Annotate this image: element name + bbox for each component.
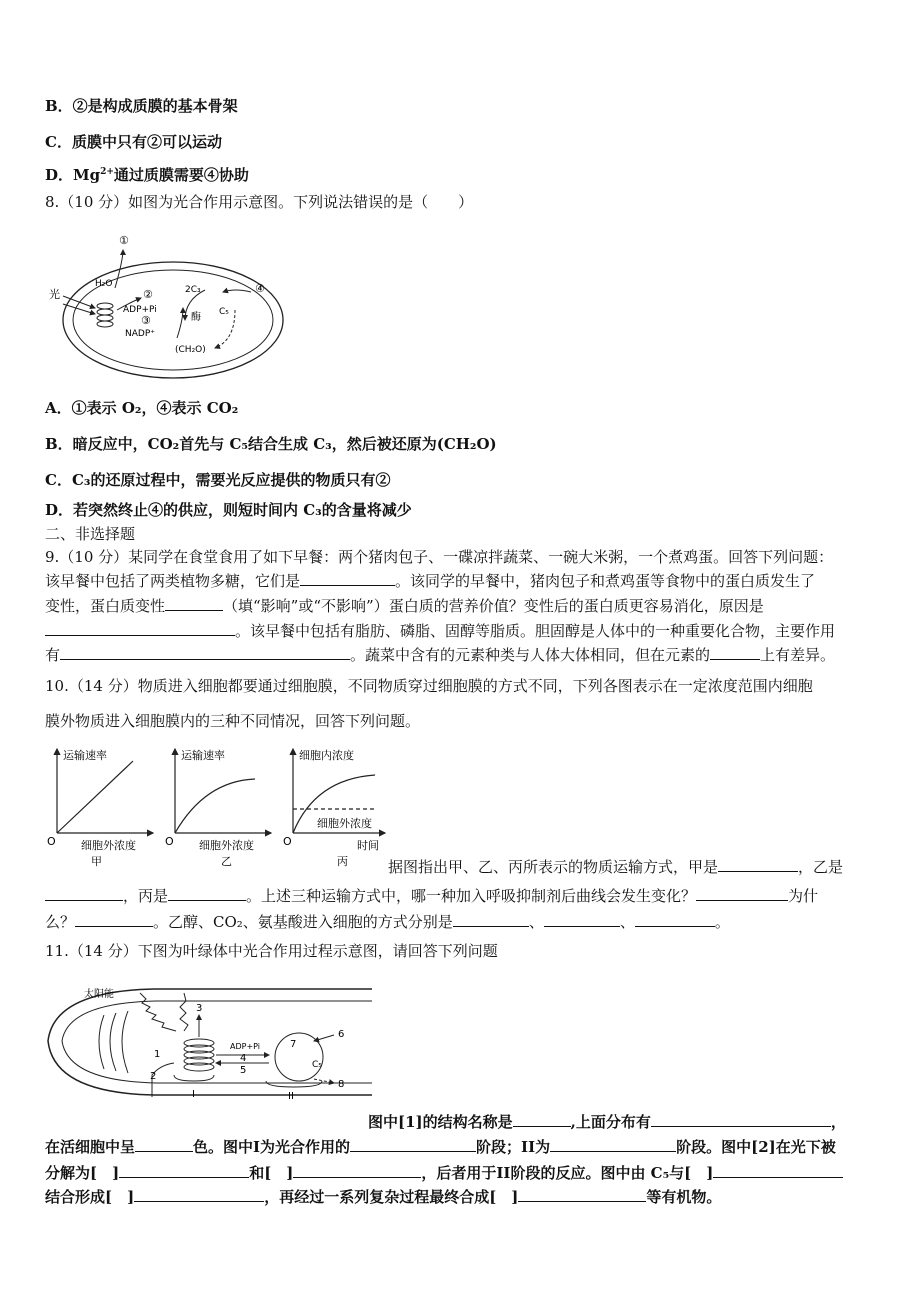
label-6: 6 [338,1029,345,1040]
region-2: II [288,1091,294,1102]
q10-line3: 据图指出甲、乙、丙所表示的物质运输方式，甲是 ，乙是 [388,858,844,876]
q8-option-d: D．若突然终止④的供应，则短时间内 C₃的含量将减少 [45,501,412,519]
label-7: 7 [290,1039,297,1050]
graph2-origin: O [165,835,174,848]
q10-line4: ，丙是 。上述三种运输方式中，哪一种加入呼吸抑制剂后曲线会发生变化？ 为什 [45,885,818,907]
marker-1: ① [119,234,129,247]
q9-line4: 。该早餐中包括有脂肪、磷脂、固醇等脂质。胆固醇是人体中的一种重要化合物，主要作用 [45,620,835,642]
q10-line2: 膜外物质进入细胞膜内的三种不同情况，回答下列问题。 [45,712,421,730]
section-heading: 二、非选择题 [45,525,136,543]
q8-stem: 8.（10 分）如图为光合作用示意图。下列说法错误的是（ ） [45,193,474,211]
c3-label: 2C₃ [185,285,201,295]
q11-line1: 11.（14 分）下图为叶绿体中光合作用过程示意图，请回答下列问题 [45,942,498,960]
q11-line2: 图中[1]的结构名称是 ,上面分布有 ， [368,1113,846,1131]
marker-3: ③ [141,314,151,327]
q11-line4: 分解为[ ] 和[ ] ，后者用于II阶段的反应。图中由 C₅与[ ] [45,1162,843,1184]
graph1-ylabel: 运输速率 [63,749,107,762]
marker-2: ② [143,288,153,301]
q8-option-a: A．①表示 O₂，④表示 CO₂ [45,399,239,417]
graph3-name: 丙 [337,855,348,868]
h2o-label: H₂O [95,279,113,289]
adp-label: ADP+Pi [123,305,157,315]
transport-graphs [45,745,395,875]
c5-marker: C₅ [312,1060,322,1070]
graph3-origin: O [283,835,292,848]
graph1-origin: O [47,835,56,848]
chloroplast-diagram [44,975,374,1110]
region-1: I [192,1089,195,1100]
graph3-ylabel: 细胞内浓度 [299,749,354,762]
q8-option-b: B．暗反应中，CO₂首先与 C₅结合生成 C₃，然后被还原为(CH₂O) [45,435,497,453]
q9-line3: 变性，蛋白质变性 （填“影响”或“不影响”）蛋白质的营养价值？变性后的蛋白质更容易消化，原因是 [45,597,764,615]
adp-pi-label: ADP+Pi [230,1042,261,1051]
nadp-label: NADP⁺ [125,329,155,339]
q7-option-c: C．质膜中只有②可以运动 [45,133,222,151]
photosynthesis-diagram [45,230,285,380]
graph3-dash-label: 细胞外浓度 [317,817,372,830]
light-label: 光 [49,288,60,301]
solar-label: 太阳能 [84,989,114,1000]
graph3-xlabel: 时间 [357,839,379,852]
marker-4: ④ [255,282,265,295]
q9-line1: 9.（10 分）某同学在食堂食用了如下早餐：两个猪肉包子、一碟凉拌蔬菜、一碗大米粥，一个煮鸡蛋。回答下列问题： [45,548,834,566]
q10-line1: 10.（14 分）物质进入细胞都要通过细胞膜，不同物质穿过细胞膜的方式不同，下列各图表示在一定浓度范围内细胞 [45,677,813,695]
label-2: 2 [150,1071,157,1082]
graph1-xlabel: 细胞外浓度 [81,839,136,852]
label-4: 4 [240,1053,247,1064]
label-1: 1 [154,1049,161,1060]
q9-line2: 该早餐中包括了两类植物多糖，它们是 。该同学的早餐中，猪肉包子和煮鸡蛋等食物中的蛋白质发生了 [45,572,816,590]
graph1-name: 甲 [91,855,102,868]
graph2-ylabel: 运输速率 [181,749,225,762]
q10-line5: 么？ 。乙醇、CO₂、氨基酸进入细胞的方式分别是 、 、 。 [45,913,730,931]
label-5: 5 [240,1065,247,1076]
q7-option-d: D．$Mg^{2+}$通过质膜需要④协助 [45,166,249,184]
q11-line5: 结合形成[ ] ，再经过一系列复杂过程最终合成[ ] 等有机物。 [45,1188,722,1206]
enzyme-label: 酶 [191,312,201,323]
label-3: 3 [196,1003,203,1014]
ch2o-label: (CH₂O) [175,345,206,355]
graph2-xlabel: 细胞外浓度 [199,839,254,852]
q7-option-b: B．②是构成质膜的基本骨架 [45,97,238,115]
q11-line3: 在活细胞中呈 色。图中I为光合作用的 阶段；II为 阶段。图中[2]在光下被 [45,1138,836,1156]
c5-label: C₅ [219,307,229,317]
q9-line5: 有 。蔬菜中含有的元素种类与人体大体相同，但在元素的 上有差异。 [45,646,836,664]
q8-option-c: C．C₃的还原过程中，需要光反应提供的物质只有② [45,471,391,489]
graph2-name: 乙 [221,855,232,868]
label-8: 8 [338,1079,345,1090]
